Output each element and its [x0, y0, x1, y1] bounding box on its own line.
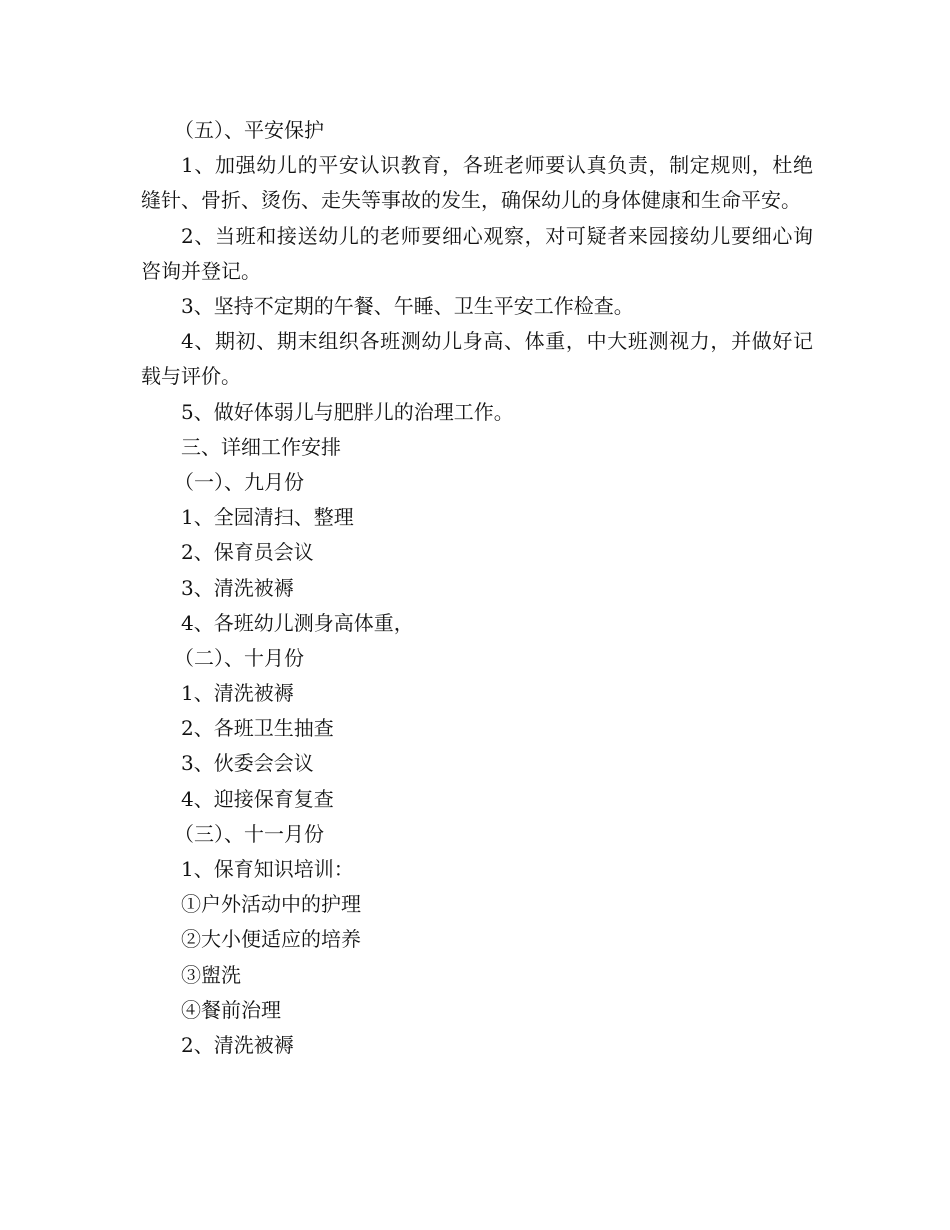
paragraph: 3、坚持不定期的午餐、午睡、卫生平安工作检查。: [181, 294, 634, 318]
list-subitem: ③盥洗: [181, 962, 241, 987]
subsection-heading: （一）、九月份: [174, 469, 304, 494]
subsection-heading: （三）、十一月份: [174, 821, 324, 846]
list-subitem: ①户外活动中的护理: [181, 892, 361, 917]
list-item: 2、保育员会议: [181, 540, 314, 565]
list-item: 3、伙委会会议: [181, 751, 314, 776]
paragraph: 4、期初、期末组织各班测幼儿身高、体重，中大班测视力，并做好记载与评价。: [141, 329, 813, 389]
paragraph: 5、做好体弱儿与肥胖儿的治理工作。: [181, 399, 514, 424]
section-heading: 三、详细工作安排: [181, 434, 341, 459]
list-item: 1、保育知识培训：: [181, 857, 354, 882]
subsection-heading: （二）、十月份: [174, 645, 304, 670]
list-subitem: ④餐前治理: [181, 997, 281, 1022]
list-item: 1、清洗被褥: [181, 681, 294, 706]
list-item: 2、清洗被褥: [181, 1032, 294, 1057]
document-page: [141, 113, 813, 1063]
paragraph: 1、加强幼儿的平安认识教育，各班老师要认真负责，制定规则，杜绝缝针、骨折、烫伤、走失等事故的发生，确保幼儿的身体健康和生命平安。: [141, 153, 813, 213]
list-item: 2、各班卫生抽查: [181, 716, 334, 741]
list-subitem: ②大小便适应的培养: [181, 927, 361, 952]
list-item: 1、全园清扫、整理: [181, 505, 354, 530]
section-heading: （五）、平安保护: [174, 118, 324, 142]
list-item: 4、各班幼儿测身高体重，: [181, 610, 414, 635]
list-item: 3、清洗被褥: [181, 575, 294, 600]
list-item: 4、迎接保育复查: [181, 786, 334, 811]
paragraph: 2、当班和接送幼儿的老师要细心观察，对可疑者来园接幼儿要细心询咨询并登记。: [141, 223, 813, 283]
